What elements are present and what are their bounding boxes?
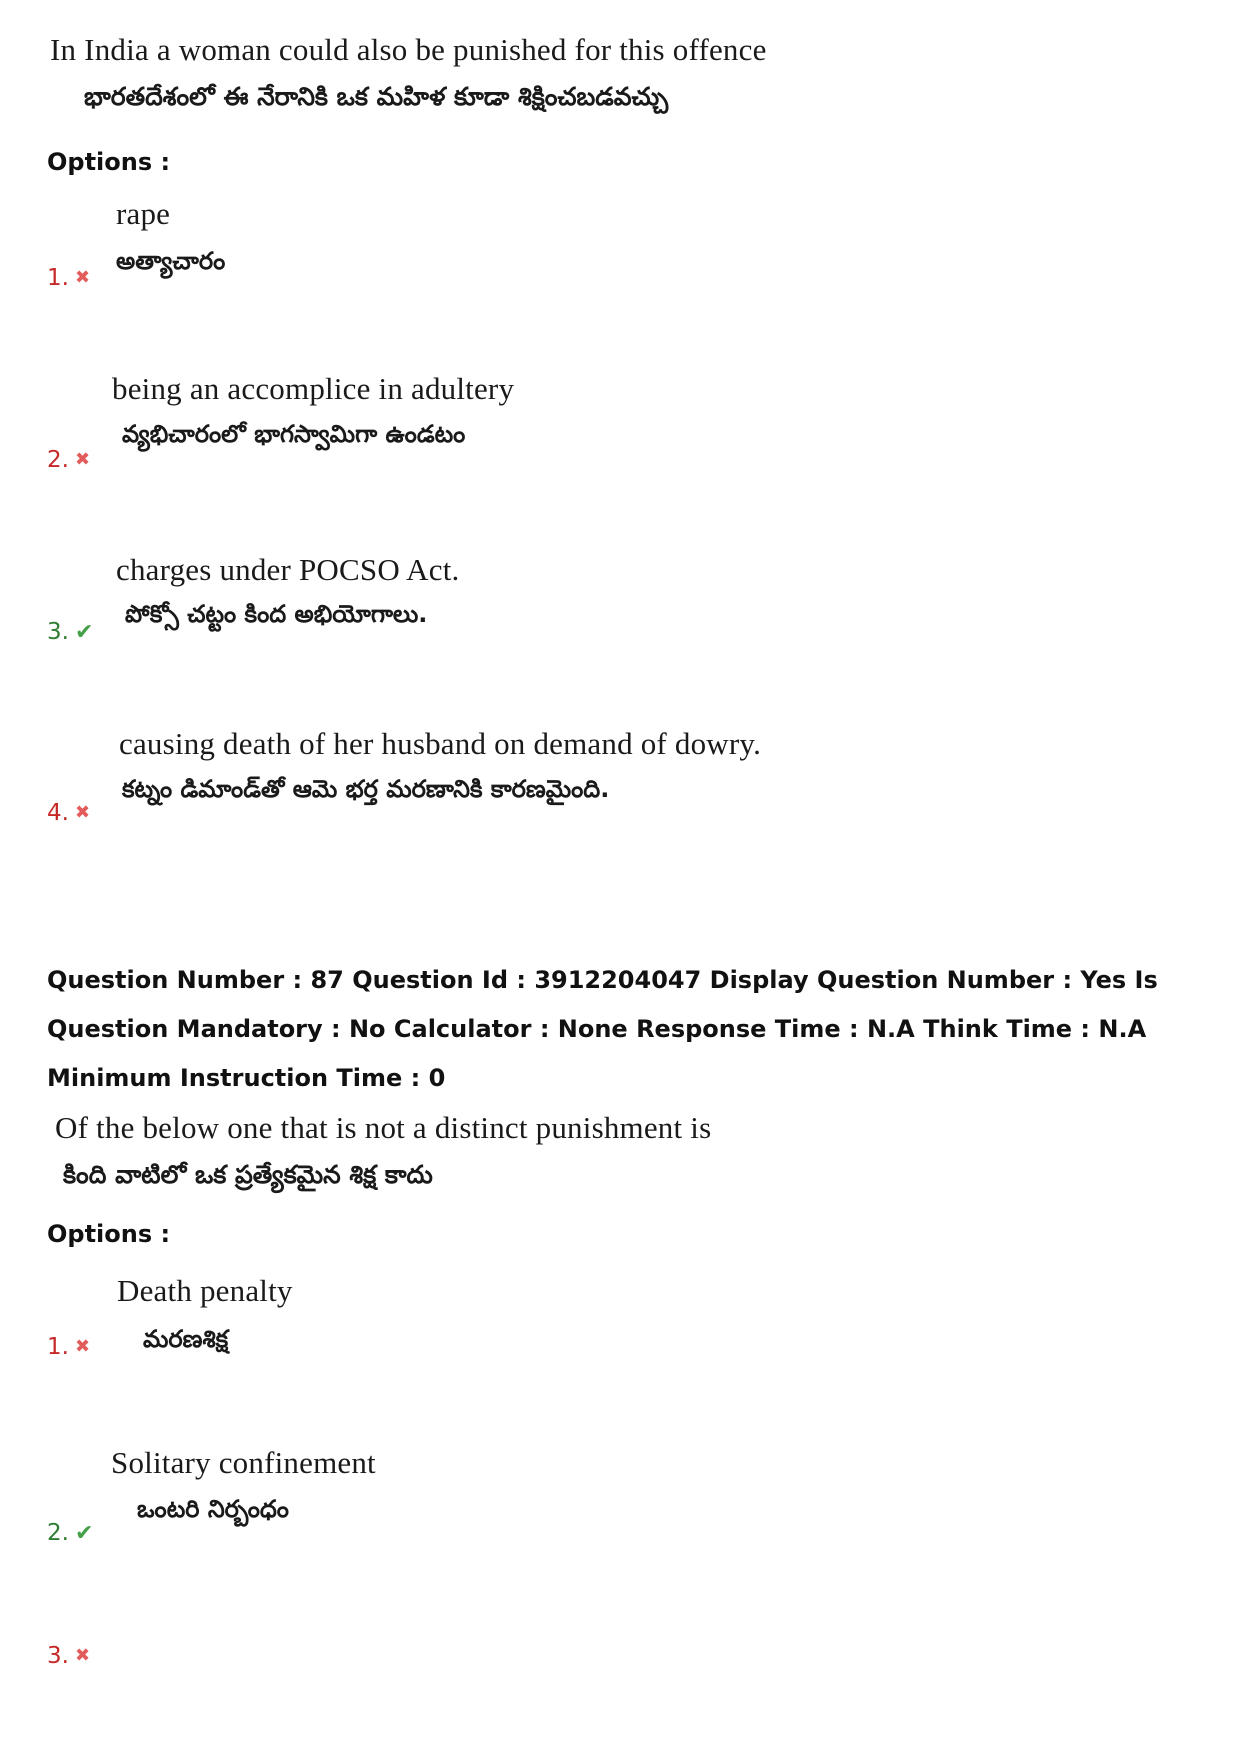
option-number xyxy=(47,619,93,645)
option-number-label: 1. xyxy=(47,1334,69,1360)
question-text-en: In India a woman could also be punished for this offence xyxy=(50,32,767,67)
option-text-en: Death penalty xyxy=(117,1273,293,1308)
cross-icon: ✖ xyxy=(74,802,91,823)
option-text-en: being an accomplice in adultery xyxy=(112,371,515,406)
option-text-te: మరణశిక్ష xyxy=(143,1325,229,1353)
options-label: Options : xyxy=(47,148,171,176)
question-text-te: భారతదేశంలో ఈ నేరానికి ఒక మహిళ కూడా శిక్షించబడవచ్చు xyxy=(84,82,669,111)
option-text-te: కట్నం డిమాండ్‌తో ఆమె భర్త మరణానికి కారణమైంది. xyxy=(122,775,610,803)
option-number xyxy=(47,800,90,826)
option-text-en: rape xyxy=(116,196,171,231)
option-text-en: Solitary confinement xyxy=(111,1445,376,1480)
question-meta: Question Number : 87 Question Id : 3912204047 Display Question Number : Yes Is Question Mandatory : No Calculator : None Response Time : N.A Think Time : N.A Minimum Instruction Time : 0 xyxy=(47,966,1158,1092)
check-icon: ✔ xyxy=(74,1521,94,1546)
option-number-label: 3. xyxy=(47,619,69,645)
option-text-te: పోక్సో చట్టం కింద అభియోగాలు. xyxy=(125,600,428,628)
option-text-te: వ్యభిచారంలో భాగస్వామిగా ఉండటం xyxy=(122,420,466,448)
check-icon: ✔ xyxy=(74,620,94,645)
options-label: Options : xyxy=(47,1220,171,1248)
option-text-te: ఒంటరి నిర్బంధం xyxy=(137,1495,289,1523)
option-text-en: charges under POCSO Act. xyxy=(116,552,460,587)
option-number-label: 2. xyxy=(47,447,69,473)
option-number xyxy=(47,1334,90,1360)
question-text-te: కింది వాటిలో ఒక ప్రత్యేకమైన శిక్ష కాదు xyxy=(63,1160,433,1189)
option-number-label: 4. xyxy=(47,800,69,826)
cross-icon: ✖ xyxy=(74,1336,91,1357)
option-number xyxy=(47,447,90,473)
cross-icon: ✖ xyxy=(74,267,91,288)
option-text-en: causing death of her husband on demand of dowry. xyxy=(119,726,762,761)
cross-icon: ✖ xyxy=(74,449,91,470)
option-number-label: 2. xyxy=(47,1520,69,1546)
option-number-label: 1. xyxy=(47,265,69,291)
question-text-en: Of the below one that is not a distinct punishment is xyxy=(55,1110,712,1145)
option-number-label: 3. xyxy=(47,1643,69,1669)
option-number xyxy=(47,265,90,291)
cross-icon: ✖ xyxy=(74,1645,91,1666)
option-number xyxy=(47,1643,90,1669)
option-number xyxy=(47,1520,93,1546)
option-text-te: అత్యాచారం xyxy=(116,247,226,275)
